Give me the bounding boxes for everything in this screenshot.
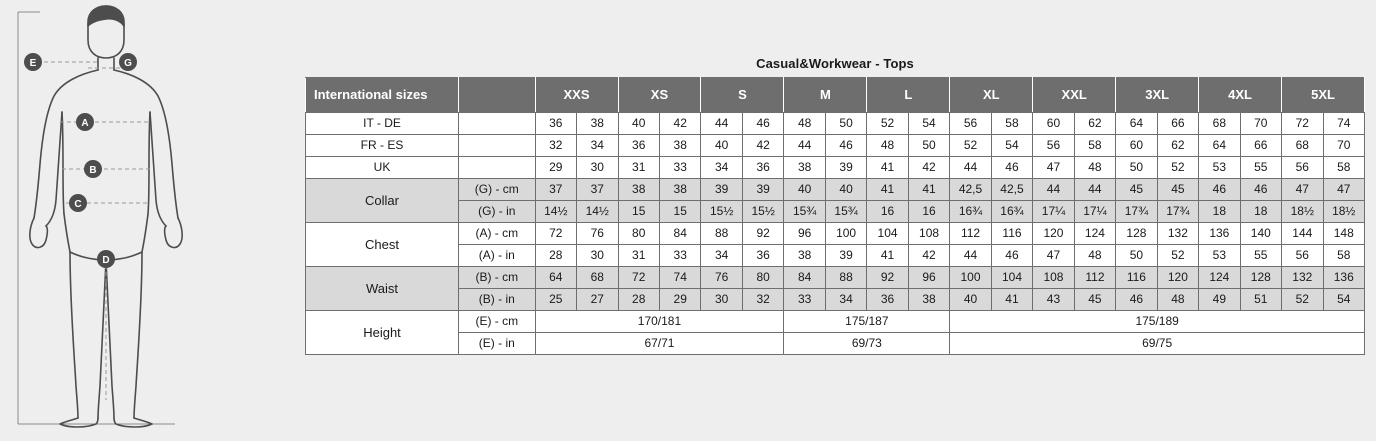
cell: 48: [867, 135, 908, 157]
cell: 15¾: [825, 201, 866, 223]
cell: 96: [784, 223, 825, 245]
cell: 136: [1199, 223, 1240, 245]
cell: 116: [1116, 267, 1157, 289]
cell: 44: [701, 113, 742, 135]
table-row: [306, 289, 1365, 311]
cell-height-group: 67/71: [535, 333, 784, 355]
cell-height-group: 175/187: [784, 311, 950, 333]
cell: 120: [1157, 267, 1198, 289]
cell: 38: [784, 245, 825, 267]
cell: 76: [701, 267, 742, 289]
cell: 46: [991, 245, 1032, 267]
table-row: [306, 157, 1365, 179]
cell: 29: [659, 289, 700, 311]
cell: 88: [825, 267, 866, 289]
cell: 29: [535, 157, 576, 179]
cell: 38: [577, 113, 618, 135]
cell: 84: [659, 223, 700, 245]
cell: 80: [618, 223, 659, 245]
cell: 32: [742, 289, 783, 311]
row-unit: (B) - in: [459, 289, 536, 311]
cell: 58: [1323, 245, 1364, 267]
row-unit: (G) - cm: [459, 179, 536, 201]
cell: 14½: [535, 201, 576, 223]
cell: 46: [742, 113, 783, 135]
cell: 52: [1282, 289, 1323, 311]
cell: 41: [867, 245, 908, 267]
cell: 68: [577, 267, 618, 289]
cell: 70: [1240, 113, 1281, 135]
marker-label-C: C: [74, 199, 82, 210]
cell: 38: [659, 135, 700, 157]
cell: 18½: [1282, 201, 1323, 223]
header-size-l: L: [867, 78, 950, 113]
cell: 56: [1033, 135, 1074, 157]
cell-height-group: 69/75: [950, 333, 1365, 355]
cell: 44: [1033, 179, 1074, 201]
cell: 42,5: [991, 179, 1032, 201]
cell: 39: [825, 157, 866, 179]
cell: 56: [1282, 245, 1323, 267]
cell: 42: [659, 113, 700, 135]
cell: 53: [1199, 245, 1240, 267]
cell: 28: [618, 289, 659, 311]
cell: 80: [742, 267, 783, 289]
cell: 40: [618, 113, 659, 135]
cell: 108: [1033, 267, 1074, 289]
row-unit: (B) - cm: [459, 267, 536, 289]
cell: 16¾: [950, 201, 991, 223]
cell: 104: [991, 267, 1032, 289]
header-size-3xl: 3XL: [1116, 78, 1199, 113]
row-unit: (A) - cm: [459, 223, 536, 245]
marker-label-D: D: [102, 255, 110, 266]
table-row: [306, 201, 1365, 223]
cell: 15½: [701, 201, 742, 223]
table-row: [306, 223, 1365, 245]
cell: 53: [1199, 157, 1240, 179]
cell: 46: [1240, 179, 1281, 201]
cell: 41: [867, 157, 908, 179]
cell: 42: [908, 245, 949, 267]
cell: 38: [784, 157, 825, 179]
cell: 50: [1116, 245, 1157, 267]
cell: 31: [618, 157, 659, 179]
marker-label-B: B: [89, 165, 97, 176]
cell: 92: [867, 267, 908, 289]
cell: 55: [1240, 157, 1281, 179]
cell: 144: [1282, 223, 1323, 245]
cell: 58: [1074, 135, 1115, 157]
cell: 44: [950, 245, 991, 267]
cell: 70: [1323, 135, 1364, 157]
cell: 36: [618, 135, 659, 157]
cell: 52: [867, 113, 908, 135]
cell: 41: [867, 179, 908, 201]
cell: 15½: [742, 201, 783, 223]
cell: 74: [659, 267, 700, 289]
row-label-fr-es: FR - ES: [306, 135, 459, 157]
cell: 54: [1323, 289, 1364, 311]
cell: 48: [1074, 245, 1115, 267]
marker-label-E: E: [29, 58, 37, 69]
cell: 140: [1240, 223, 1281, 245]
cell: 15: [659, 201, 700, 223]
row-unit: (G) - in: [459, 201, 536, 223]
cell: 49: [1199, 289, 1240, 311]
cell: 45: [1157, 179, 1198, 201]
cell: 92: [742, 223, 783, 245]
cell: 52: [1157, 245, 1198, 267]
row-unit: (E) - cm: [459, 311, 536, 333]
size-table: [305, 77, 1365, 355]
cell: 48: [784, 113, 825, 135]
cell: 38: [908, 289, 949, 311]
cell: 45: [1116, 179, 1157, 201]
cell: 43: [1033, 289, 1074, 311]
header-size-xxl: XXL: [1033, 78, 1116, 113]
cell: 54: [908, 113, 949, 135]
table-title: Casual&Workwear - Tops: [756, 56, 914, 71]
cell: 17¼: [1033, 201, 1074, 223]
cell: 136: [1323, 267, 1364, 289]
cell: 37: [535, 179, 576, 201]
cell: 47: [1033, 157, 1074, 179]
cell: 62: [1157, 135, 1198, 157]
cell: 54: [991, 135, 1032, 157]
cell: 52: [1157, 157, 1198, 179]
cell: 88: [701, 223, 742, 245]
cell: 58: [991, 113, 1032, 135]
cell: 42: [742, 135, 783, 157]
table-row: [306, 267, 1365, 289]
cell: 84: [784, 267, 825, 289]
cell: 128: [1116, 223, 1157, 245]
cell: 31: [618, 245, 659, 267]
cell: 62: [1074, 113, 1115, 135]
table-row: [306, 113, 1365, 135]
cell: 15¾: [784, 201, 825, 223]
cell: 34: [701, 245, 742, 267]
cell: 66: [1157, 113, 1198, 135]
cell: 52: [950, 135, 991, 157]
table-row: [306, 333, 1365, 355]
cell: 45: [1074, 289, 1115, 311]
cell: 30: [577, 245, 618, 267]
cell: 96: [908, 267, 949, 289]
cell: 47: [1323, 179, 1364, 201]
cell: 38: [659, 179, 700, 201]
cell: 50: [825, 113, 866, 135]
cell: 46: [1199, 179, 1240, 201]
table-row: [306, 311, 1365, 333]
cell: 128: [1240, 267, 1281, 289]
cell: 41: [991, 289, 1032, 311]
cell: 40: [825, 179, 866, 201]
cell: 46: [991, 157, 1032, 179]
cell: 48: [1157, 289, 1198, 311]
cell: 17¾: [1116, 201, 1157, 223]
cell: 28: [535, 245, 576, 267]
cell: 72: [535, 223, 576, 245]
cell: 16: [867, 201, 908, 223]
marker-label-G: G: [124, 58, 132, 69]
row-label-collar: Collar: [306, 179, 459, 223]
header-unit-column: [459, 78, 536, 113]
cell: 72: [618, 267, 659, 289]
cell: 15: [618, 201, 659, 223]
row-label-height: Height: [306, 311, 459, 355]
cell: 44: [784, 135, 825, 157]
cell: 132: [1157, 223, 1198, 245]
header-size-xl: XL: [950, 78, 1033, 113]
cell: 33: [784, 289, 825, 311]
header-size-xxs: XXS: [535, 78, 618, 113]
cell: 76: [577, 223, 618, 245]
cell: 58: [1323, 157, 1364, 179]
header-size-4xl: 4XL: [1199, 78, 1282, 113]
body-measurement-diagram: [0, 0, 300, 441]
cell: 42: [908, 157, 949, 179]
cell: 100: [950, 267, 991, 289]
cell: 104: [867, 223, 908, 245]
cell: 34: [577, 135, 618, 157]
table-row: [306, 135, 1365, 157]
cell: 17¼: [1074, 201, 1115, 223]
header-size-5xl: 5XL: [1282, 78, 1365, 113]
cell: 44: [950, 157, 991, 179]
cell: 56: [1282, 157, 1323, 179]
cell: 112: [950, 223, 991, 245]
cell: 64: [535, 267, 576, 289]
cell: 33: [659, 157, 700, 179]
cell: 124: [1199, 267, 1240, 289]
cell: 16¾: [991, 201, 1032, 223]
cell: 18: [1199, 201, 1240, 223]
cell: 50: [1116, 157, 1157, 179]
cell: 16: [908, 201, 949, 223]
table-row: [306, 179, 1365, 201]
cell: 50: [908, 135, 949, 157]
cell: 132: [1282, 267, 1323, 289]
cell: 47: [1033, 245, 1074, 267]
cell: 51: [1240, 289, 1281, 311]
marker-label-A: A: [81, 118, 89, 129]
cell-height-group: 69/73: [784, 333, 950, 355]
cell: 36: [535, 113, 576, 135]
row-unit: (A) - in: [459, 245, 536, 267]
cell: 120: [1033, 223, 1074, 245]
row-label-waist: Waist: [306, 267, 459, 311]
cell: 40: [950, 289, 991, 311]
row-unit: [459, 157, 536, 179]
cell: 66: [1240, 135, 1281, 157]
cell: 60: [1116, 135, 1157, 157]
cell: 34: [701, 157, 742, 179]
cell: 44: [1074, 179, 1115, 201]
cell: 39: [742, 179, 783, 201]
cell: 40: [701, 135, 742, 157]
row-label-chest: Chest: [306, 223, 459, 267]
cell: 41: [908, 179, 949, 201]
cell: 55: [1240, 245, 1281, 267]
size-table-area: [305, 56, 1365, 355]
cell: 36: [742, 245, 783, 267]
cell: 39: [825, 245, 866, 267]
cell: 18: [1240, 201, 1281, 223]
row-unit: [459, 113, 536, 135]
cell: 46: [1116, 289, 1157, 311]
row-label-it-de: IT - DE: [306, 113, 459, 135]
cell: 27: [577, 289, 618, 311]
cell: 32: [535, 135, 576, 157]
header-size-m: M: [784, 78, 867, 113]
cell-height-group: 170/181: [535, 311, 784, 333]
cell: 68: [1282, 135, 1323, 157]
cell: 37: [577, 179, 618, 201]
cell: 34: [825, 289, 866, 311]
cell: 74: [1323, 113, 1364, 135]
table-row: [306, 245, 1365, 267]
cell: 64: [1116, 113, 1157, 135]
cell: 68: [1199, 113, 1240, 135]
cell: 60: [1033, 113, 1074, 135]
cell: 72: [1282, 113, 1323, 135]
cell: 36: [742, 157, 783, 179]
cell: 48: [1074, 157, 1115, 179]
cell: 14½: [577, 201, 618, 223]
row-unit: (E) - in: [459, 333, 536, 355]
row-unit: [459, 135, 536, 157]
cell: 33: [659, 245, 700, 267]
cell-height-group: 175/189: [950, 311, 1365, 333]
cell: 148: [1323, 223, 1364, 245]
cell: 36: [867, 289, 908, 311]
table-header-row: [306, 78, 1365, 113]
cell: 100: [825, 223, 866, 245]
cell: 30: [701, 289, 742, 311]
cell: 108: [908, 223, 949, 245]
cell: 30: [577, 157, 618, 179]
cell: 56: [950, 113, 991, 135]
cell: 112: [1074, 267, 1115, 289]
cell: 116: [991, 223, 1032, 245]
cell: 18½: [1323, 201, 1364, 223]
cell: 40: [784, 179, 825, 201]
header-international-sizes: International sizes: [306, 78, 459, 113]
cell: 39: [701, 179, 742, 201]
cell: 17¾: [1157, 201, 1198, 223]
cell: 124: [1074, 223, 1115, 245]
cell: 47: [1282, 179, 1323, 201]
cell: 25: [535, 289, 576, 311]
header-size-s: S: [701, 78, 784, 113]
cell: 42,5: [950, 179, 991, 201]
cell: 46: [825, 135, 866, 157]
cell: 64: [1199, 135, 1240, 157]
header-size-xs: XS: [618, 78, 701, 113]
row-label-uk: UK: [306, 157, 459, 179]
cell: 38: [618, 179, 659, 201]
